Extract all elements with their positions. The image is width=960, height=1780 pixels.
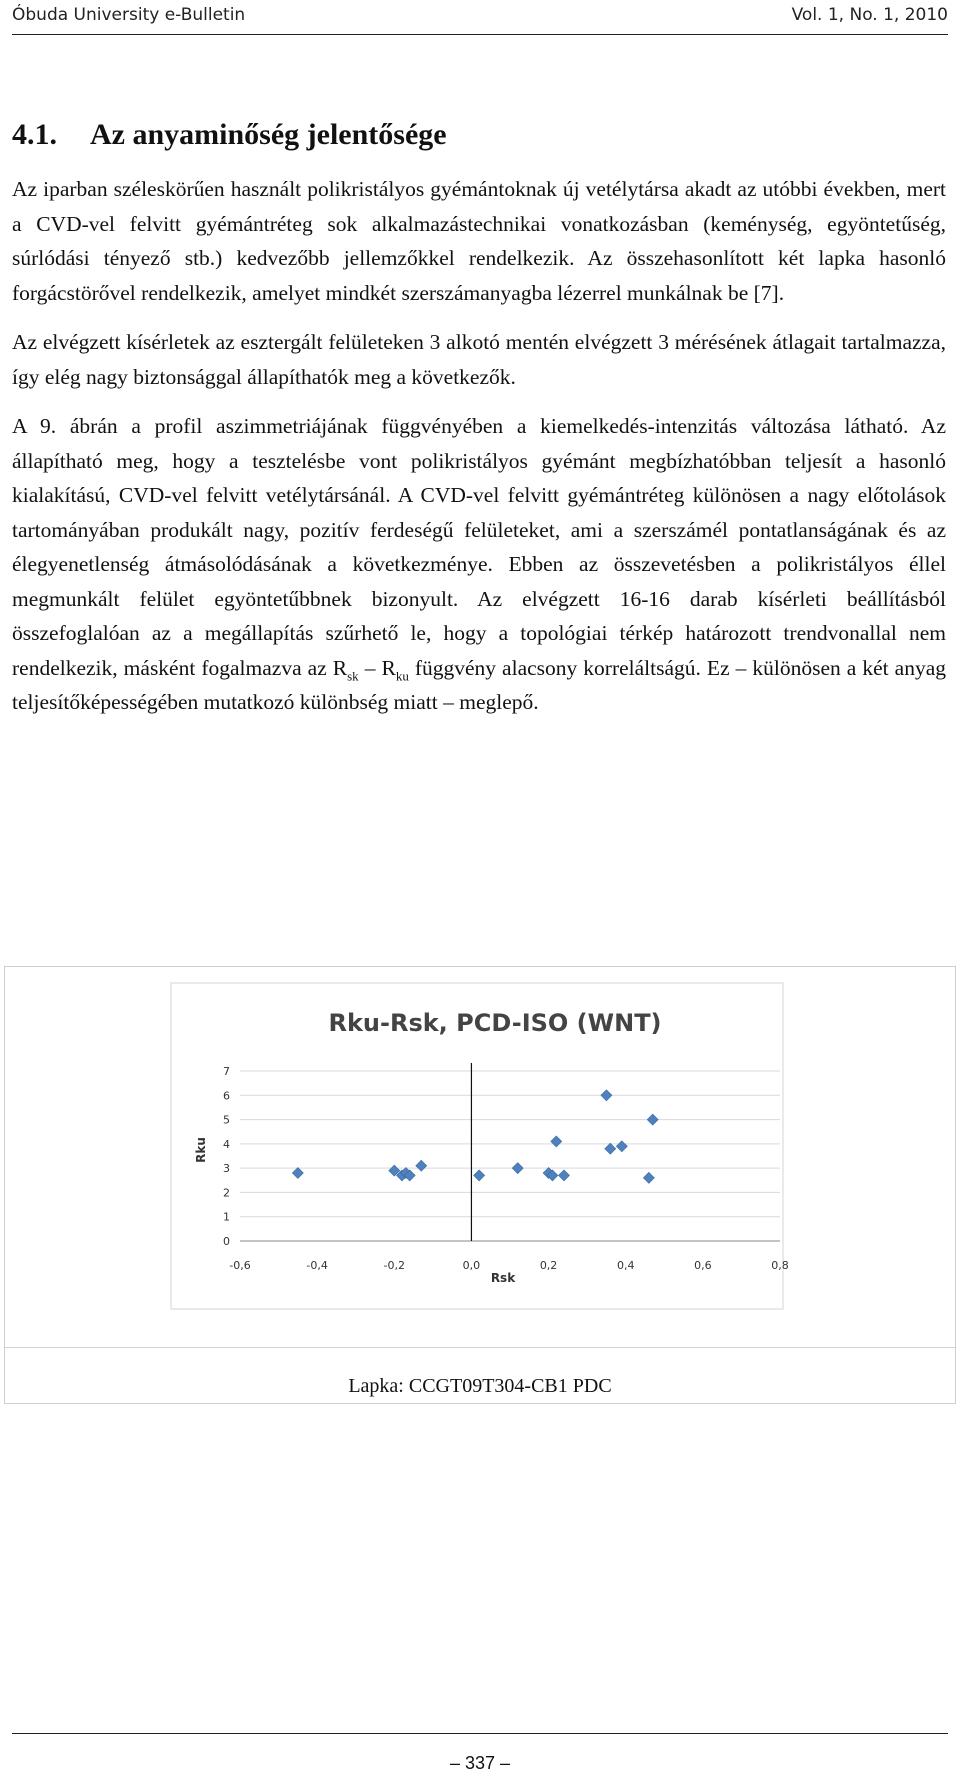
paragraph-1: Az iparban széleskörűen használt polikristályos gyémántoknak új vetélytársa akadt az utóbbi években, mert a CVD-vel felvitt gyémántréteg sok alkalmazástechnikai vonatkozásban (keménység, egyöntetűség, súrlódási tényező stb.) kedvezőbb jellemzőkkel rendelkezik. Az összehasonlított két lapka hasonló forgácstörővel rendelkezik, amelyet mindkét szerszámanyagba lézerrel munkálnak be [7]. (12, 177, 946, 305)
x-tick-label: -0,6 (229, 1259, 251, 1272)
figure-caption: Lapka: CCGT09T304-CB1 PDC (348, 1375, 612, 1397)
x-tick-label: -0,2 (383, 1259, 406, 1272)
scatter-chart (5, 967, 955, 1347)
section-number: 4.1. (12, 118, 57, 151)
rsk-subscript: sk (347, 667, 359, 683)
y-tick-label: 3 (223, 1162, 230, 1176)
rku-subscript: ku (395, 667, 409, 683)
y-tick-label: 5 (223, 1113, 230, 1127)
section-title: Az anyaminőség jelentősége (90, 118, 447, 151)
y-tick-label: 7 (223, 1065, 230, 1078)
x-tick-label: 0,0 (462, 1259, 481, 1272)
paragraph-3-text-a: A 9. ábrán a profil aszimmetriájának függvényében a kiemelkedés-intenzitás változása látható. Az állapítható meg, hogy a tesztelésbe vont polikristályos gyémánt megbízhatóbban teljesít a hasonló kialakítású, CVD-vel felvitt vetélytársánál. A CVD-vel felvitt gyémántréteg különösen a nagy előtolások tartományában produkált nagy, pozitív ferdeségű felületeket, ami a szerszámél pontatlanságának és az élegyenetlenség átmásolódásának a következménye. Ebben az összevetésben a polikristályos éllel megmunkált felület egyöntetűbbnek bizonyult. Az elvégzett 16-16 darab kísérleti beállításból összefoglalóan az a megállapítás szűrhető le, hogy a topológiai térkép határozott trendvonallal nem rendelkezik, másként fogalmazva az R (12, 414, 946, 680)
paragraph-2: Az elvégzett kísérletek az esztergált felületeken 3 alkotó mentén elvégzett 3 mérésének átlagait tartalmazza, így elég nagy biztonsággal állapíthatók meg a következők. (12, 330, 946, 389)
paragraph-3 (12, 409, 946, 720)
footer-rule (12, 1733, 948, 1734)
y-tick-label: 1 (223, 1210, 230, 1224)
volume-info: Vol. 1, No. 1, 2010 (791, 5, 948, 25)
x-tick-label: 0,4 (616, 1259, 635, 1272)
running-header (12, 0, 948, 32)
x-tick-label: 0,8 (771, 1259, 789, 1272)
chart-area (5, 967, 955, 1347)
figure-divider (5, 1347, 955, 1348)
y-tick-label: 2 (223, 1186, 230, 1200)
y-tick-label: 6 (223, 1089, 230, 1103)
header-rule (12, 34, 948, 35)
figure-9 (4, 966, 956, 1404)
y-tick-label: 0 (223, 1235, 230, 1248)
paragraph-3-text-b: függvény alacsony korreláltságú. Ez – különösen a két anyag teljesítőképességében mutatkozó különbség miatt – meglepő. (12, 655, 947, 714)
y-axis-label: Rku (194, 1137, 208, 1163)
section-heading (12, 118, 447, 152)
body-text (12, 172, 946, 735)
chart-title: Rku-Rsk, PCD-ISO (WNT) (328, 1009, 662, 1037)
x-tick-label: 0,2 (539, 1259, 558, 1272)
y-tick-label: 4 (223, 1137, 230, 1151)
page-number: – 337 – (449, 1753, 511, 1773)
x-tick-label: 0,6 (694, 1259, 712, 1272)
paragraph-3-dash: – R (358, 655, 396, 680)
x-tick-label: -0,4 (306, 1259, 328, 1272)
x-axis-label: Rsk (490, 1271, 516, 1285)
journal-name: Óbuda University e-Bulletin (12, 5, 246, 25)
